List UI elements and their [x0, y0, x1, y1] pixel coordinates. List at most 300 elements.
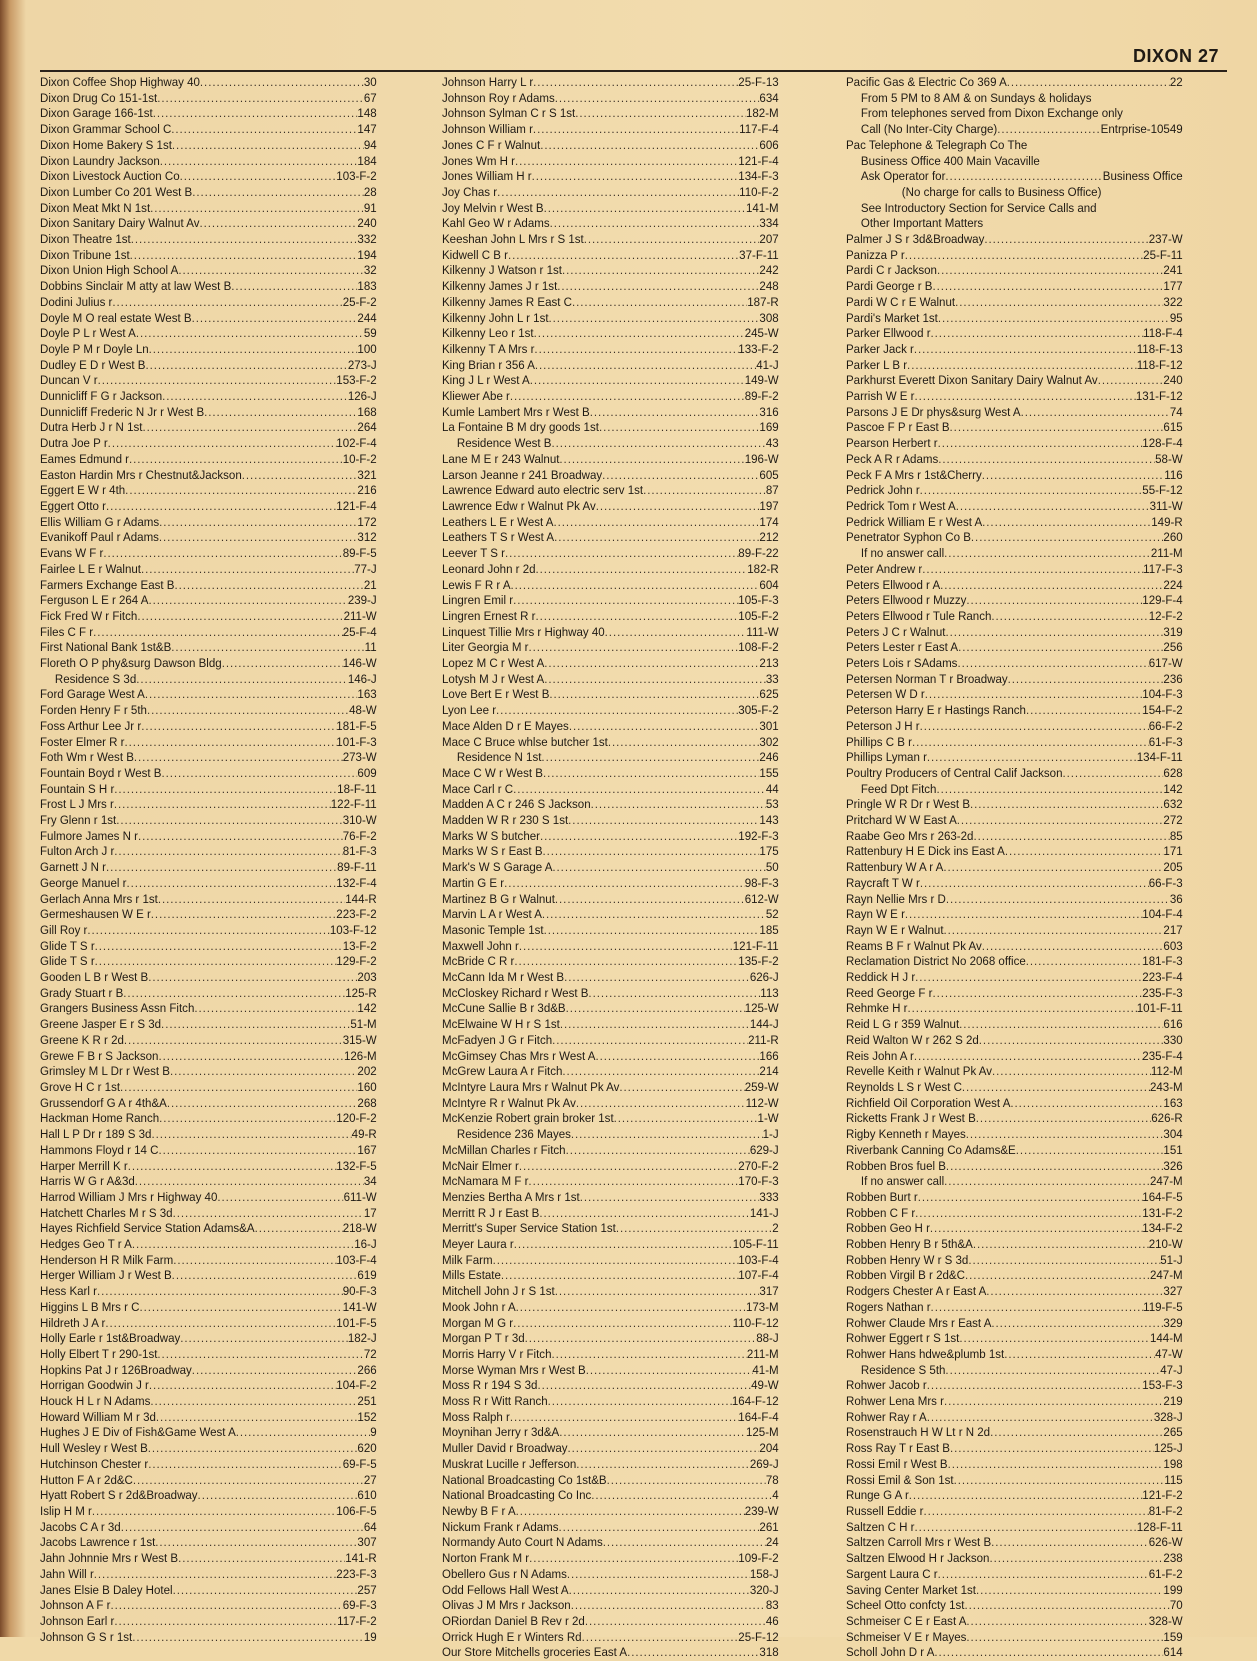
listing-entry — [442, 782, 779, 798]
listing-name: Leathers L E r West A — [442, 514, 554, 529]
listing-phone: 184 — [357, 153, 377, 168]
listing-entry — [40, 1425, 377, 1441]
listing-name: Raycraft T W r — [846, 875, 920, 890]
listing-phone: 244 — [357, 310, 377, 325]
leader-dots — [192, 1363, 358, 1379]
listing-name: Marks W S butcher — [442, 828, 540, 843]
listing-name: Ferguson L E r 264 A — [40, 593, 149, 608]
listing-phone: 122-F-11 — [330, 797, 377, 812]
listing-phone: 81-F-3 — [342, 844, 377, 859]
listing-name: Rayn W E r Walnut — [846, 922, 944, 937]
listing-name: Holly Elbert T r 290-1st — [40, 1346, 158, 1361]
listing-entry — [846, 892, 1183, 908]
listing-phone: 259-W — [744, 1080, 779, 1094]
leader-dots — [544, 656, 759, 672]
listing-phone: 52 — [765, 907, 779, 922]
listing-phone: 168 — [357, 404, 377, 419]
listing-entry — [442, 640, 779, 656]
listing-entry — [40, 1174, 377, 1190]
listing-name: Grewe F B r S Jackson — [40, 1048, 159, 1063]
leader-dots — [192, 185, 364, 201]
listing-name: Easton Hardin Mrs r Chestnut&Jackson — [40, 467, 242, 482]
listing-entry — [442, 1614, 779, 1630]
listing-entry — [442, 311, 779, 327]
leader-dots — [525, 1331, 757, 1347]
listing-name: If no answer call — [860, 546, 945, 561]
leader-dots — [591, 1488, 772, 1504]
listing-entry — [442, 1394, 779, 1410]
leader-dots — [912, 735, 1149, 751]
listing-name: Glide T S r — [40, 938, 95, 953]
listing-phone: 614 — [1163, 1645, 1183, 1660]
listing-entry — [846, 609, 1183, 625]
listing-name: Call (No Inter-City Charge) — [860, 122, 998, 137]
listing-phone: 121-F-4 — [738, 153, 779, 168]
listing-phone: 108-F-2 — [738, 640, 779, 655]
leader-dots — [582, 1630, 739, 1646]
listing-entry — [846, 1363, 1183, 1379]
leader-dots — [584, 232, 760, 248]
listing-name: Rohwer Eggert r S 1st — [846, 1331, 960, 1346]
leader-dots — [915, 970, 1142, 986]
listing-phone: 305-F-2 — [738, 703, 779, 718]
leader-dots — [199, 216, 357, 232]
listing-phone: 25-F-11 — [1143, 247, 1183, 262]
listing-phone: 248 — [759, 279, 779, 294]
leader-dots — [103, 546, 342, 562]
leader-dots — [134, 750, 343, 766]
listing-phone: 238 — [1163, 1551, 1183, 1566]
leader-dots — [159, 1111, 336, 1127]
listing-name: McGimsey Chas Mrs r West A — [442, 1048, 596, 1063]
listing-name: Rohwer Lena Mrs r — [846, 1394, 944, 1409]
listing-phone: 95 — [1169, 310, 1183, 325]
listing-name: Robben Burt r — [846, 1189, 918, 1204]
leader-dots — [568, 813, 759, 829]
listing-phone: 628 — [1163, 765, 1183, 780]
listing-name: Dixon Garage 166-1st — [40, 106, 153, 121]
listing-entry — [846, 939, 1183, 955]
listing-phone: 89-F-5 — [342, 546, 377, 561]
listing-name: ORiordan Daniel B Rev r 2d — [442, 1613, 585, 1628]
leader-dots — [149, 342, 358, 358]
listing-name: Germeshausen W E r — [40, 907, 151, 922]
listing-entry — [442, 593, 779, 609]
listing-entry — [846, 1347, 1183, 1363]
listing-entry — [442, 1001, 779, 1017]
listing-name: McBride C R r — [442, 954, 515, 969]
listing-name: Joy Melvin r West B — [442, 200, 544, 215]
listing-name: Rohwer Claude Mrs r East A — [846, 1315, 992, 1330]
listing-name: Pringle W R Dr r West B — [846, 797, 971, 812]
leader-dots — [541, 750, 759, 766]
listing-entry — [40, 719, 377, 735]
listing-phone: 83 — [765, 1598, 779, 1613]
listing-phone: 118-F-12 — [1136, 357, 1183, 372]
leader-dots — [946, 892, 1170, 908]
listing-entry — [40, 546, 377, 562]
listing-name: Kilkenny John L r 1st — [442, 310, 549, 325]
listing-entry — [40, 373, 377, 389]
listing-entry — [40, 1049, 377, 1065]
listing-phone: 240 — [357, 216, 377, 231]
leader-dots — [159, 515, 357, 531]
listing-phone: 210-W — [1148, 1237, 1183, 1252]
listing-entry — [40, 1206, 377, 1222]
listing-entry — [846, 1080, 1183, 1096]
listing-phone: 25-F-13 — [738, 75, 779, 89]
listing-name: Pedrick William E r West A — [846, 514, 983, 529]
listing-phone: 44 — [765, 781, 779, 796]
leader-dots — [1098, 373, 1164, 389]
listing-phone: 121-F-11 — [732, 938, 779, 953]
listing-name: Greene Jasper E r S 3d — [40, 1017, 162, 1032]
listing-phone: 46 — [765, 1613, 779, 1628]
leader-dots — [167, 1096, 358, 1112]
listing-phone: 164-F-5 — [1142, 1189, 1183, 1204]
listing-entry — [442, 1206, 779, 1222]
listing-entry — [846, 1206, 1183, 1222]
leader-dots — [156, 1410, 358, 1426]
listing-entry — [442, 1488, 779, 1504]
listing-phone: 174 — [759, 514, 779, 529]
leader-dots — [959, 1017, 1163, 1033]
listing-entry — [846, 1174, 1183, 1190]
listing-name: Saltzen C H r — [846, 1519, 915, 1534]
listing-phone: 141-J — [749, 1205, 779, 1220]
leader-dots — [529, 1551, 738, 1567]
listing-name: Dobbins Sinclair M atty at law West B — [40, 279, 232, 294]
listing-entry — [40, 530, 377, 546]
listing-entry — [846, 1630, 1183, 1646]
listing-phone: 182-R — [747, 561, 779, 576]
listing-phone: 51-M — [350, 1017, 377, 1032]
listing-entry — [40, 750, 377, 766]
listing-name: Love Bert E r West B — [442, 687, 550, 702]
listing-entry — [442, 154, 779, 170]
leader-dots — [627, 1645, 759, 1661]
listing-name: Hall L P Dr r 189 S 3d — [40, 1127, 152, 1142]
leader-dots — [954, 1473, 1165, 1489]
listing-entry — [40, 923, 377, 939]
listing-entry — [40, 593, 377, 609]
listing-phone: 242 — [759, 263, 779, 278]
leader-dots — [944, 923, 1164, 939]
listing-name: Saving Center Market 1st — [846, 1582, 977, 1597]
listing-name: Dunnicliff Frederic N Jr r West B — [40, 404, 205, 419]
listing-name: Hammons Floyd r 14 C — [40, 1142, 159, 1157]
listing-entry — [442, 1174, 779, 1190]
listing-entry — [40, 1457, 377, 1473]
listing-entry — [442, 876, 779, 892]
listing-name: Evans W F r — [40, 546, 104, 561]
listing-name: National Broadcasting Co 1st&B — [442, 1472, 607, 1487]
listing-entry — [442, 1143, 779, 1159]
leader-dots — [514, 954, 738, 970]
listing-name: Rigby Kenneth r Mayes — [846, 1127, 966, 1142]
leader-dots — [130, 248, 358, 264]
listing-name: Dixon Coffee Shop Highway 40 — [40, 75, 200, 89]
listing-name: Hildreth J A r — [40, 1315, 106, 1330]
listing-entry — [846, 719, 1183, 735]
listing-name: Penetrator Syphon Co B — [846, 530, 971, 545]
listing-name: Robben C F r — [846, 1205, 916, 1220]
listing-phone: 11 — [364, 640, 377, 655]
listing-name: Sargent Laura C r — [846, 1566, 938, 1581]
listing-entry — [846, 813, 1183, 829]
listing-phone: 147 — [357, 122, 377, 137]
listing-phone: 105-F-3 — [738, 593, 779, 608]
listing-name: Mook John r A — [442, 1299, 516, 1314]
listing-name: Kumle Lambert Mrs r West B — [442, 404, 590, 419]
listing-phone: 132-F-4 — [336, 875, 377, 890]
listing-entry — [442, 1268, 779, 1284]
listing-entry — [40, 1473, 377, 1489]
listing-name: Revelle Keith r Walnut Pk Av — [846, 1064, 993, 1079]
listing-name: Jahn Johnnie Mrs r West B — [40, 1551, 179, 1566]
listing-phone: 113 — [760, 985, 779, 1000]
listing-name: Robben Henry W r S 3d — [846, 1252, 969, 1267]
listing-name: Pritchard W W East A — [846, 813, 957, 828]
listing-phone: 106-F-5 — [336, 1503, 377, 1518]
leader-dots — [982, 515, 1151, 531]
listing-phone: 155 — [759, 765, 779, 780]
listing-phone: 175 — [759, 844, 779, 859]
leader-dots — [132, 1237, 354, 1253]
leader-dots — [968, 1253, 1160, 1269]
leader-dots — [180, 1331, 348, 1347]
leader-dots — [989, 1551, 1163, 1567]
listing-entry — [442, 703, 779, 719]
listing-phone: 152 — [357, 1409, 377, 1424]
listing-phone: 187-R — [747, 294, 779, 309]
listing-entry — [846, 876, 1183, 892]
listing-entry — [442, 750, 779, 766]
listing-name: Robben Geo H r — [846, 1221, 930, 1236]
listing-phone: 22 — [1169, 75, 1183, 89]
listing-name: Joy Chas r — [442, 184, 498, 199]
listing-name: McGrew Laura A r Fitch — [442, 1064, 563, 1079]
leader-dots — [135, 1174, 364, 1190]
listing-name: Grady Stuart r B — [40, 985, 124, 1000]
listing-entry — [40, 970, 377, 986]
listing-name: Peterson J H r — [846, 718, 920, 733]
listing-entry — [40, 420, 377, 436]
listing-phone: 273-W — [342, 750, 377, 765]
listing-name: Moss Ralph r — [442, 1409, 510, 1424]
listing-name: Moss R r Witt Ranch — [442, 1394, 548, 1409]
listing-phone: 245-W — [744, 326, 779, 341]
leader-dots — [116, 813, 343, 829]
listing-name: Schmeiser C E r East A — [846, 1613, 967, 1628]
leader-dots — [87, 923, 330, 939]
leader-dots — [568, 1441, 760, 1457]
leader-dots — [141, 562, 354, 578]
leader-dots — [513, 593, 738, 609]
listing-phone: 110-F-2 — [739, 184, 779, 199]
listing-phone: 196-W — [744, 451, 779, 466]
listing-name: Dixon Sanitary Dairy Walnut Av — [40, 216, 200, 231]
listing-entry — [846, 562, 1183, 578]
leader-dots — [192, 311, 358, 327]
listing-phone: 91 — [363, 200, 377, 215]
listing-entry — [846, 499, 1183, 515]
listing-name: Mace Carl r C — [442, 781, 514, 796]
listing-phone: 81-F-2 — [1148, 1503, 1183, 1518]
listing-name: Glide T S r — [40, 954, 95, 969]
leader-dots — [920, 719, 1149, 735]
listing-name: Howard William M r 3d — [40, 1409, 156, 1424]
listing-name: Hatchett Charles M r S 3d — [40, 1205, 173, 1220]
leader-dots — [982, 939, 1164, 955]
listing-phone: 85 — [1169, 828, 1183, 843]
listing-phone: 317 — [759, 1284, 779, 1299]
listing-phone: 163 — [1163, 1095, 1183, 1110]
listing-name: Eames Edmund r — [40, 451, 130, 466]
listing-entry — [846, 1190, 1183, 1206]
listing-entry — [442, 829, 779, 845]
listing-phone: 69-F-3 — [342, 1598, 377, 1613]
listing-name: Doyle P L r West A — [40, 326, 136, 341]
listing-columns — [40, 75, 1227, 1660]
listing-entry — [40, 201, 377, 217]
listing-phone: 27 — [363, 1472, 377, 1487]
leader-dots — [557, 279, 759, 295]
listing-entry — [40, 436, 377, 452]
listing-entry — [442, 342, 779, 358]
leader-dots — [927, 1378, 1143, 1394]
leader-dots — [129, 452, 343, 468]
listing-entry — [40, 106, 377, 122]
listing-phone: 610 — [357, 1488, 377, 1503]
listing-name: Jones William H r — [442, 169, 532, 184]
listing-name: Nickum Frank r Adams — [442, 1519, 559, 1534]
listing-phone: 311-W — [1149, 498, 1183, 513]
leader-dots — [160, 154, 358, 170]
leader-dots — [997, 122, 1100, 138]
listing-phone: 260 — [1163, 530, 1183, 545]
listing-phone: 41-J — [756, 357, 779, 372]
listing-entry — [40, 766, 377, 782]
leader-dots — [497, 185, 739, 201]
leader-dots — [562, 263, 759, 279]
listing-entry — [846, 1237, 1183, 1253]
listing-phone: 30 — [363, 75, 377, 89]
listing-name: Mace Alden D r E Mayes — [442, 718, 569, 733]
listing-phone: 34 — [363, 1174, 377, 1189]
leader-dots — [938, 311, 1170, 327]
listing-name: Hull Wesley r West B — [40, 1441, 148, 1456]
listing-phone: 135-F-2 — [738, 954, 779, 969]
listing-name: Fry Glenn r 1st — [40, 813, 117, 828]
listing-name: Foster Elmer R r — [40, 734, 125, 749]
listing-entry — [442, 1300, 779, 1316]
listing-name: Johnson William r — [442, 122, 533, 137]
listing-entry — [846, 452, 1183, 468]
leader-dots — [516, 1300, 746, 1316]
listing-name: Ellis William G r Adams — [40, 514, 160, 529]
leader-dots — [930, 1221, 1142, 1237]
leader-dots — [231, 279, 357, 295]
leader-dots — [914, 1049, 1142, 1065]
listing-entry — [846, 1504, 1183, 1520]
listing-entry — [442, 1316, 779, 1332]
leader-dots — [976, 1111, 1151, 1127]
listing-name: Greene K R r 2d — [40, 1032, 124, 1047]
listing-name: McKenzie Robert grain broker 1st — [442, 1111, 614, 1126]
listing-entry — [40, 1001, 377, 1017]
listing-entry — [40, 1284, 377, 1300]
listing-entry — [442, 295, 779, 311]
listing-name: Morgan P T r 3d — [442, 1331, 525, 1346]
listing-name: Rayn W E r — [846, 907, 905, 922]
listing-entry — [442, 530, 779, 546]
listing-entry — [846, 1300, 1183, 1316]
listing-phone: 144-J — [749, 1017, 779, 1032]
listing-entry — [846, 735, 1183, 751]
listing-entry — [442, 813, 779, 829]
listing-phone: 243-M — [1149, 1080, 1183, 1094]
listing-entry — [846, 656, 1183, 672]
listing-phone: 112-M — [1150, 1064, 1183, 1079]
listing-entry — [442, 546, 779, 562]
listing-name: Morgan M G r — [442, 1315, 514, 1330]
listing-phone: 107-F-4 — [738, 1268, 779, 1283]
leader-dots — [175, 578, 364, 594]
listing-entry — [442, 797, 779, 813]
listing-name: Pardi's Market 1st — [846, 310, 938, 325]
listing-name: King Brian r 356 A — [442, 357, 535, 372]
leader-dots — [112, 295, 342, 311]
listing-note: Business Office 400 Main Vacaville — [860, 153, 1040, 168]
listing-entry — [40, 263, 377, 279]
listing-name: Gill Roy r — [40, 922, 88, 937]
listing-entry — [40, 1017, 377, 1033]
leader-dots — [966, 593, 1142, 609]
listing-name: Forden Henry F r 5th — [40, 703, 147, 718]
leader-dots — [535, 358, 756, 374]
listing-name: Johnson Earl r — [40, 1613, 115, 1628]
leader-dots — [552, 860, 765, 876]
listing-name: Higgins L B Mrs r C — [40, 1299, 140, 1314]
listing-entry — [846, 797, 1183, 813]
listing-name: Johnson G S r 1st — [40, 1629, 133, 1644]
listing-phone: 304 — [1163, 1127, 1183, 1142]
listing-phone: 211-W — [343, 608, 377, 623]
listing-entry — [442, 1237, 779, 1253]
leader-dots — [957, 813, 1164, 829]
leader-dots — [607, 1473, 766, 1489]
listing-phone: 131-F-2 — [1142, 1205, 1183, 1220]
listing-phone: 100 — [357, 341, 377, 356]
leader-dots — [180, 169, 337, 185]
listing-phone: 18-F-11 — [337, 781, 377, 796]
leader-dots — [151, 1127, 351, 1143]
leader-dots — [549, 687, 759, 703]
leader-dots — [973, 829, 1169, 845]
listing-name: Dixon Grammar School C — [40, 122, 172, 137]
leader-dots — [136, 326, 364, 342]
listing-phone: 302 — [759, 734, 779, 749]
leader-dots — [155, 1535, 357, 1551]
listing-entry — [442, 719, 779, 735]
leader-dots — [148, 970, 357, 986]
listing-entry — [846, 373, 1183, 389]
listing-name: Lane M E r 243 Walnut — [442, 451, 560, 466]
listing-name: Fountain Boyd r West B — [40, 765, 162, 780]
leader-dots — [569, 1583, 750, 1599]
listing-phone: 125-J — [1153, 1441, 1183, 1456]
